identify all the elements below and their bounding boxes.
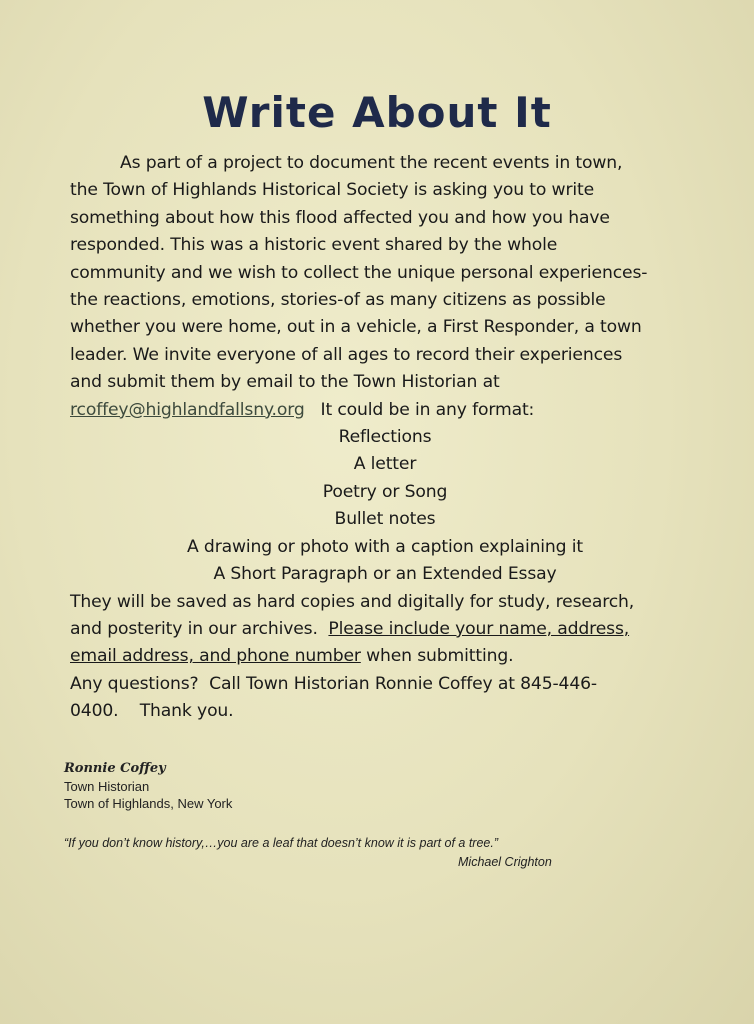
signature-role: Town Historian — [64, 779, 150, 794]
format-item: Reflections — [338, 427, 432, 448]
include-details-note: email address, and phone number — [70, 646, 361, 667]
closing-text: when submitting. — [360, 646, 514, 667]
closing-line — [70, 616, 700, 643]
body-line: whether you were home, out in a vehicle, a First Responder, a town — [70, 317, 642, 338]
closing-line — [70, 643, 700, 670]
body-line: and submit them by email to the Town Historian at — [70, 372, 500, 393]
signature-name: Ronnie Coffey — [64, 761, 166, 776]
signature-block — [64, 760, 232, 812]
include-details-note: Please include your name, address, — [328, 618, 630, 639]
body-line: the Town of Highlands Historical Society is asking you to write — [70, 180, 595, 201]
format-item: A Short Paragraph or an Extended Essay — [213, 564, 557, 585]
body-line: the reactions, emotions, stories-of as many citizens as possible — [70, 290, 606, 311]
closing-line: They will be saved as hard copies and digitally for study, research, — [70, 591, 635, 612]
contact-line: 0400. Thank you. — [70, 701, 234, 722]
quote-author: Michael Crighton — [458, 855, 552, 869]
body-line: leader. We invite everyone of all ages to record their experiences — [70, 344, 623, 365]
format-intro: It could be in any format: — [320, 399, 535, 420]
body-line: As part of a project to document the recent events in town, — [120, 153, 623, 173]
flyer-body — [70, 150, 700, 726]
format-item: A letter — [353, 454, 417, 475]
quote-text: “If you don’t know history,…you are a leaf that doesn’t know it is part of a tree.” — [64, 836, 499, 850]
format-item: A drawing or photo with a caption explaining it — [187, 536, 583, 557]
format-item: Bullet notes — [334, 509, 436, 530]
page-title: Write About It — [202, 88, 552, 137]
body-line: responded. This was a historic event shared by the whole — [70, 235, 558, 256]
body-line: something about how this flood affected you and how you have — [70, 207, 610, 228]
contact-line: Any questions? Call Town Historian Ronnie Coffey at 845-446- — [70, 673, 597, 694]
closing-text: and posterity in our archives. — [70, 618, 329, 639]
email-link[interactable]: rcoffey@highlandfallsny.org — [70, 399, 305, 420]
email-line — [70, 397, 700, 424]
signature-place: Town of Highlands, New York — [64, 796, 233, 811]
body-line: community and we wish to collect the unique personal experiences- — [70, 262, 648, 283]
format-item: Poetry or Song — [322, 481, 448, 502]
